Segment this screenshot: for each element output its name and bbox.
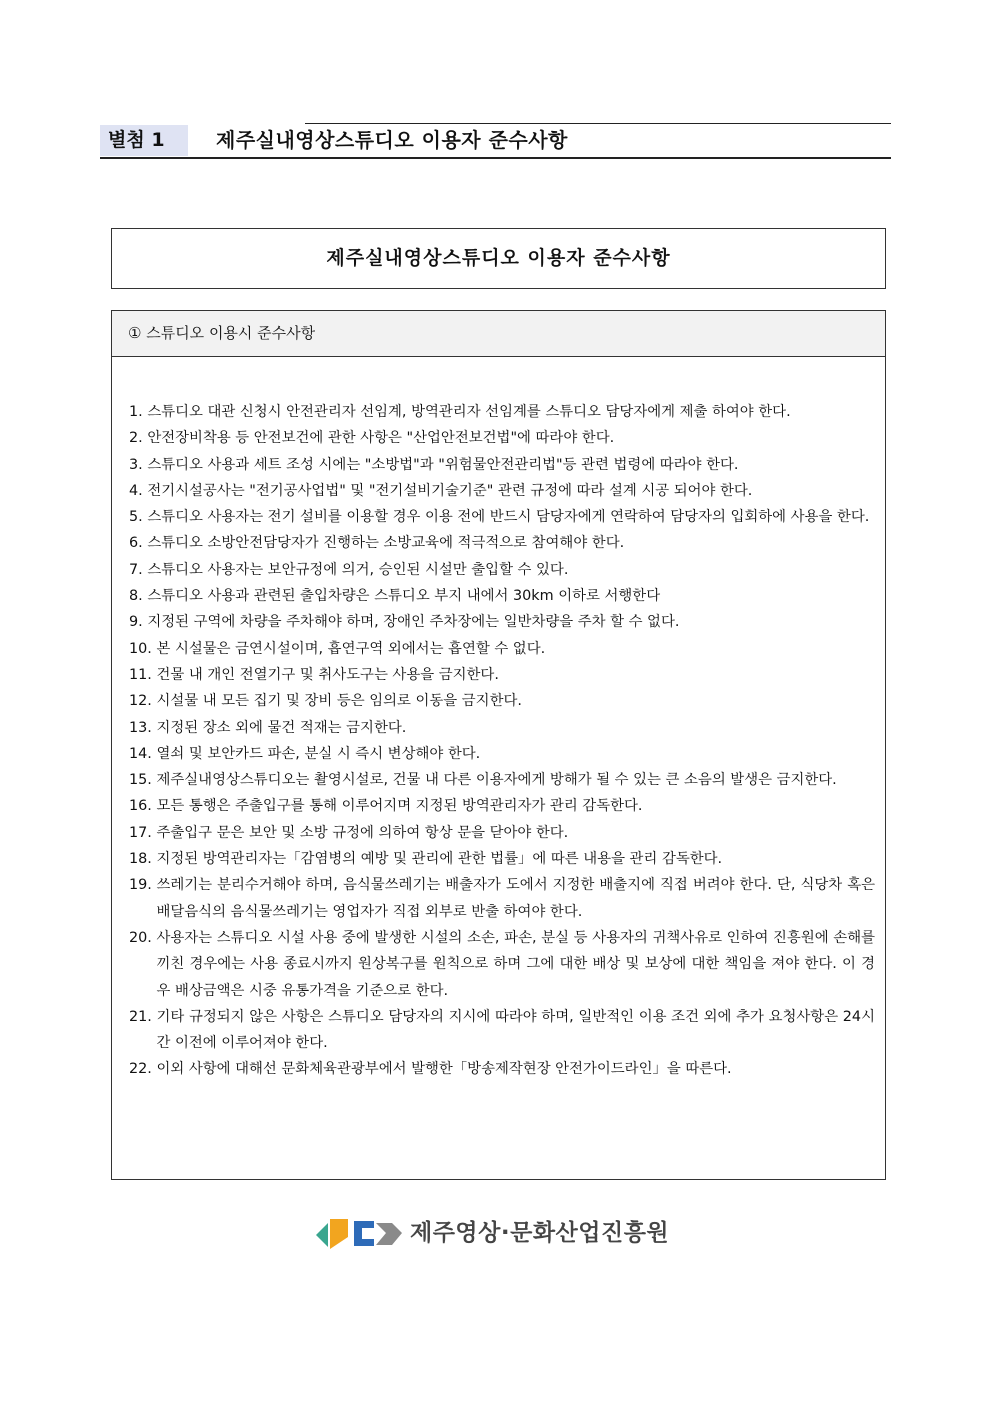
attachment-header — [100, 123, 891, 159]
rule-text: 사용자는 스튜디오 시설 사용 중에 발생한 시설의 소손, 파손, 분실 등 사용자의 귀책사유로 인하여 진흥원에 손해를 끼친 경우에는 사용 종료시까지 원상복구를 원칙으로 하며 그에 대한 배상 및 보상에 대한 책임을 져야 한다. 이 경우 배상금액은 시중 유통가격을 기준으로 한다. — [156, 929, 875, 999]
rule-item — [129, 609, 875, 635]
rule-item — [129, 820, 875, 846]
rule-item — [129, 583, 875, 609]
rule-number: 20. — [129, 929, 157, 946]
rule-number: 6. — [129, 535, 148, 552]
rule-item — [129, 530, 875, 556]
rule-text: 시설물 내 모든 집기 및 장비 등은 임의로 이동을 금지한다. — [156, 693, 522, 710]
rule-number: 1. — [129, 404, 148, 420]
rule-text: 지정된 방역관리자는「감염병의 예방 및 관리에 관한 법률」에 따른 내용을 관리 감독한다. — [156, 851, 723, 868]
rule-number: 22. — [129, 1061, 157, 1078]
rule-item — [129, 767, 875, 793]
rule-number: 17. — [129, 824, 157, 841]
rule-item — [129, 872, 875, 925]
rule-number: 18. — [129, 851, 157, 868]
rule-number: 15. — [129, 772, 157, 789]
rule-item — [129, 715, 875, 741]
rule-number: 7. — [129, 561, 148, 578]
rule-item — [129, 504, 875, 530]
rule-text: 모든 통행은 주출입구를 통해 이루어지며 지정된 방역관리자가 관리 감독한다. — [156, 798, 643, 815]
footer-logo — [314, 1213, 694, 1253]
rule-item — [129, 425, 875, 451]
header-top-rule — [305, 123, 891, 124]
rule-text: 스튜디오 사용과 세트 조성 시에는 "소방법"과 "위험물안전관리법"등 관련 법령에 따라야 한다. — [147, 456, 739, 473]
rule-item — [129, 846, 875, 872]
rule-number: 12. — [129, 693, 157, 710]
rule-item — [129, 557, 875, 583]
rule-text: 지정된 장소 외에 물건 적재는 금지한다. — [156, 719, 407, 736]
document-title-box — [111, 228, 886, 289]
rule-number: 3. — [129, 456, 148, 473]
rule-number: 11. — [129, 666, 157, 683]
rule-text: 쓰레기는 분리수거해야 하며, 음식물쓰레기는 배출자가 도에서 지정한 배출지에 직접 버려야 한다. 단, 식당차 혹은 배달음식의 음식물쓰레기는 영업자가 직접 외부로 반출 하여야 한다. — [156, 877, 875, 920]
rule-number: 21. — [129, 1008, 157, 1025]
rule-item — [129, 636, 875, 662]
rule-item — [129, 662, 875, 688]
rule-item — [129, 793, 875, 819]
rule-item — [129, 478, 875, 504]
rule-item — [129, 741, 875, 767]
rule-number: 13. — [129, 719, 157, 736]
rule-text: 스튜디오 사용자는 전기 설비를 이용할 경우 이용 전에 반드시 담당자에게 연락하여 담당자의 입회하에 사용을 한다. — [147, 509, 870, 526]
rule-number: 16. — [129, 798, 157, 815]
rule-number: 2. — [129, 430, 148, 447]
rule-text: 주출입구 문은 보안 및 소방 규정에 의하여 항상 문을 닫아야 한다. — [156, 824, 569, 841]
rule-text: 스튜디오 소방안전담당자가 진행하는 소방교육에 적극적으로 참여해야 한다. — [147, 535, 625, 552]
rules-section-heading: ① 스튜디오 이용시 준수사항 — [112, 311, 885, 357]
rule-text: 이외 사항에 대해선 문화체육관광부에서 발행한「방송제작현장 안전가이드라인」을 따른다. — [156, 1061, 732, 1078]
rule-item — [129, 1004, 875, 1057]
rule-number: 19. — [129, 877, 157, 894]
rule-text: 본 시설물은 금연시설이며, 흡연구역 외에서는 흡연할 수 없다. — [156, 640, 546, 657]
rule-number: 5. — [129, 509, 148, 526]
rule-text: 스튜디오 대관 신청시 안전관리자 선임계, 방역관리자 선임계를 스튜디오 담당자에게 제출 하여야 한다. — [147, 404, 791, 420]
rule-item — [129, 1056, 875, 1082]
rule-item — [129, 452, 875, 478]
rule-text: 안전장비착용 등 안전보건에 관한 사항은 "산업안전보건법"에 따라야 한다. — [147, 430, 615, 447]
rule-number: 14. — [129, 745, 157, 762]
document-title: 제주실내영상스튜디오 이용자 준수사항 — [326, 247, 671, 269]
attachment-tag: 별첨 1 — [100, 125, 188, 156]
rule-text: 기타 규정되지 않은 사항은 스튜디오 담당자의 지시에 따라야 하며, 일반적인 이용 조건 외에 추가 요청사항은 24시간 이전에 이루어져야 한다. — [156, 1008, 875, 1052]
rule-number: 8. — [129, 588, 148, 605]
rule-item — [129, 925, 875, 1004]
header-bottom-rule — [100, 157, 891, 159]
attachment-title: 제주실내영상스튜디오 이용자 준수사항 — [216, 128, 568, 152]
rule-text: 건물 내 개인 전열기구 및 취사도구는 사용을 금지한다. — [156, 666, 499, 683]
rule-item — [129, 399, 875, 425]
org-name: 제주영상·문화산업진흥원 — [410, 1220, 670, 1246]
rules-list — [112, 357, 885, 1083]
rule-number: 4. — [129, 482, 148, 499]
rule-text: 열쇠 및 보안카드 파손, 분실 시 즉시 변상해야 한다. — [156, 745, 481, 762]
rule-number: 10. — [129, 640, 157, 657]
rule-text: 전기시설공사는 "전기공사업법" 및 "전기설비기술기준" 관련 규정에 따라 설계 시공 되어야 한다. — [147, 482, 753, 499]
rule-text: 제주실내영상스튜디오는 촬영시설로, 건물 내 다른 이용자에게 방해가 될 수 있는 큰 소음의 발생은 금지한다. — [156, 772, 837, 789]
rule-text: 스튜디오 사용자는 보안규정에 의거, 승인된 시설만 출입할 수 있다. — [147, 561, 569, 578]
rule-item — [129, 688, 875, 714]
rule-number: 9. — [129, 614, 148, 631]
rule-text: 지정된 구역에 차량을 주차해야 하며, 장애인 주차장에는 일반차량을 주차 할 수 없다. — [147, 614, 680, 631]
org-logo-icon — [314, 1215, 404, 1251]
rule-text: 스튜디오 사용과 관련된 출입차량은 스튜디오 부지 내에서 30km 이하로 서행한다 — [147, 588, 661, 605]
rules-box — [111, 310, 886, 1180]
